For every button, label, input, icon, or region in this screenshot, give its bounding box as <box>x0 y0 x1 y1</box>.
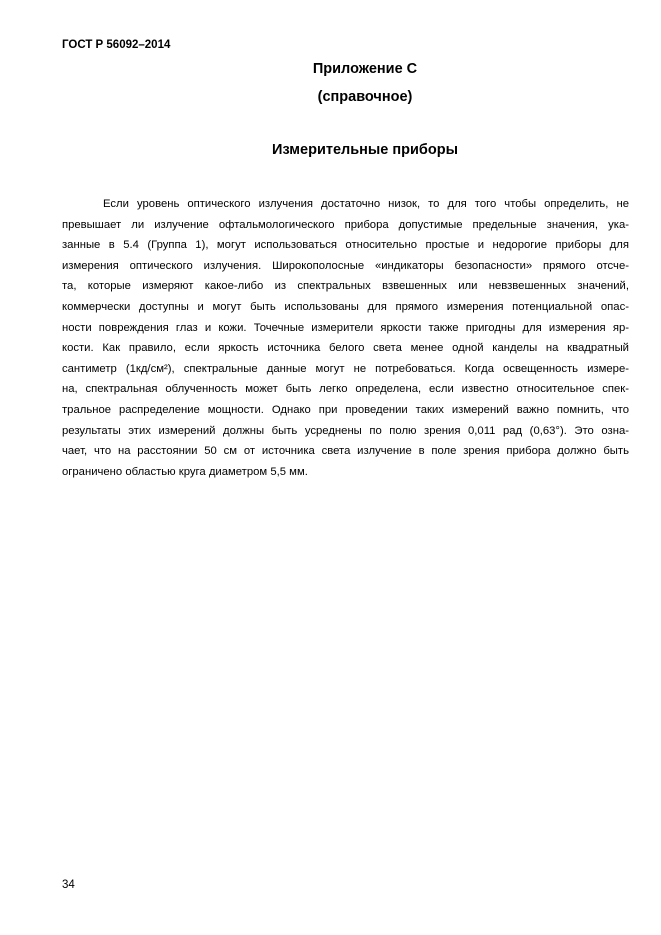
paragraph-line: кости. Как правило, если яркость источника белого света менее одной канделы на квадратный <box>62 342 629 355</box>
paragraph-line: измерения оптического излучения. Широкополосные «индикаторы безопасности» прямого отсче- <box>62 259 629 272</box>
document-header-code: ГОСТ Р 56092–2014 <box>62 39 171 51</box>
section-heading: Измерительные приборы <box>272 142 458 158</box>
paragraph-line: тральное распределение мощности. Однако при проведении таких измерений важно помнить, что <box>62 403 629 416</box>
paragraph-line: на, спектральная облученность может быть легко определена, если известно относительное спек- <box>62 383 629 396</box>
paragraph-line: та, которые измеряют какое-либо из спектральных взвешенных или невзвешенных значений, <box>62 280 629 293</box>
body-paragraph <box>62 194 629 482</box>
paragraph-line: занные в 5.4 (Группа 1), могут использоваться относительно простые и недорогие приборы для <box>62 239 629 252</box>
paragraph-line: чает, что на расстоянии 50 см от источника света излучение в поле зрения прибора должно быть <box>62 445 629 458</box>
appendix-subtitle: (справочное) <box>317 89 413 105</box>
paragraph-line: коммерчески доступны и могут быть использованы для прямого измерения потенциальной опас- <box>62 300 629 313</box>
paragraph-line: превышает ли излучение офтальмологического прибора допустимые предельные значения, ука- <box>62 218 629 231</box>
appendix-title: Приложение С <box>312 61 418 77</box>
paragraph-line: ности повреждения глаз и кожи. Точечные измерители яркости также пригодны для измерения яр- <box>62 321 629 334</box>
paragraph-line: результаты этих измерений должны быть усреднены по полю зрения 0,011 рад (0,63°). Это озна- <box>62 424 629 437</box>
page-number: 34 <box>62 879 75 891</box>
paragraph-line: сантиметр (1кд/см²), спектральные данные могут не потребоваться. Когда освещенность измере- <box>62 362 629 375</box>
paragraph-line: Если уровень оптического излучения достаточно низок, то для того чтобы определить, не <box>103 198 629 210</box>
paragraph-line: ограничено областью круга диаметром 5,5 мм. <box>62 465 308 478</box>
